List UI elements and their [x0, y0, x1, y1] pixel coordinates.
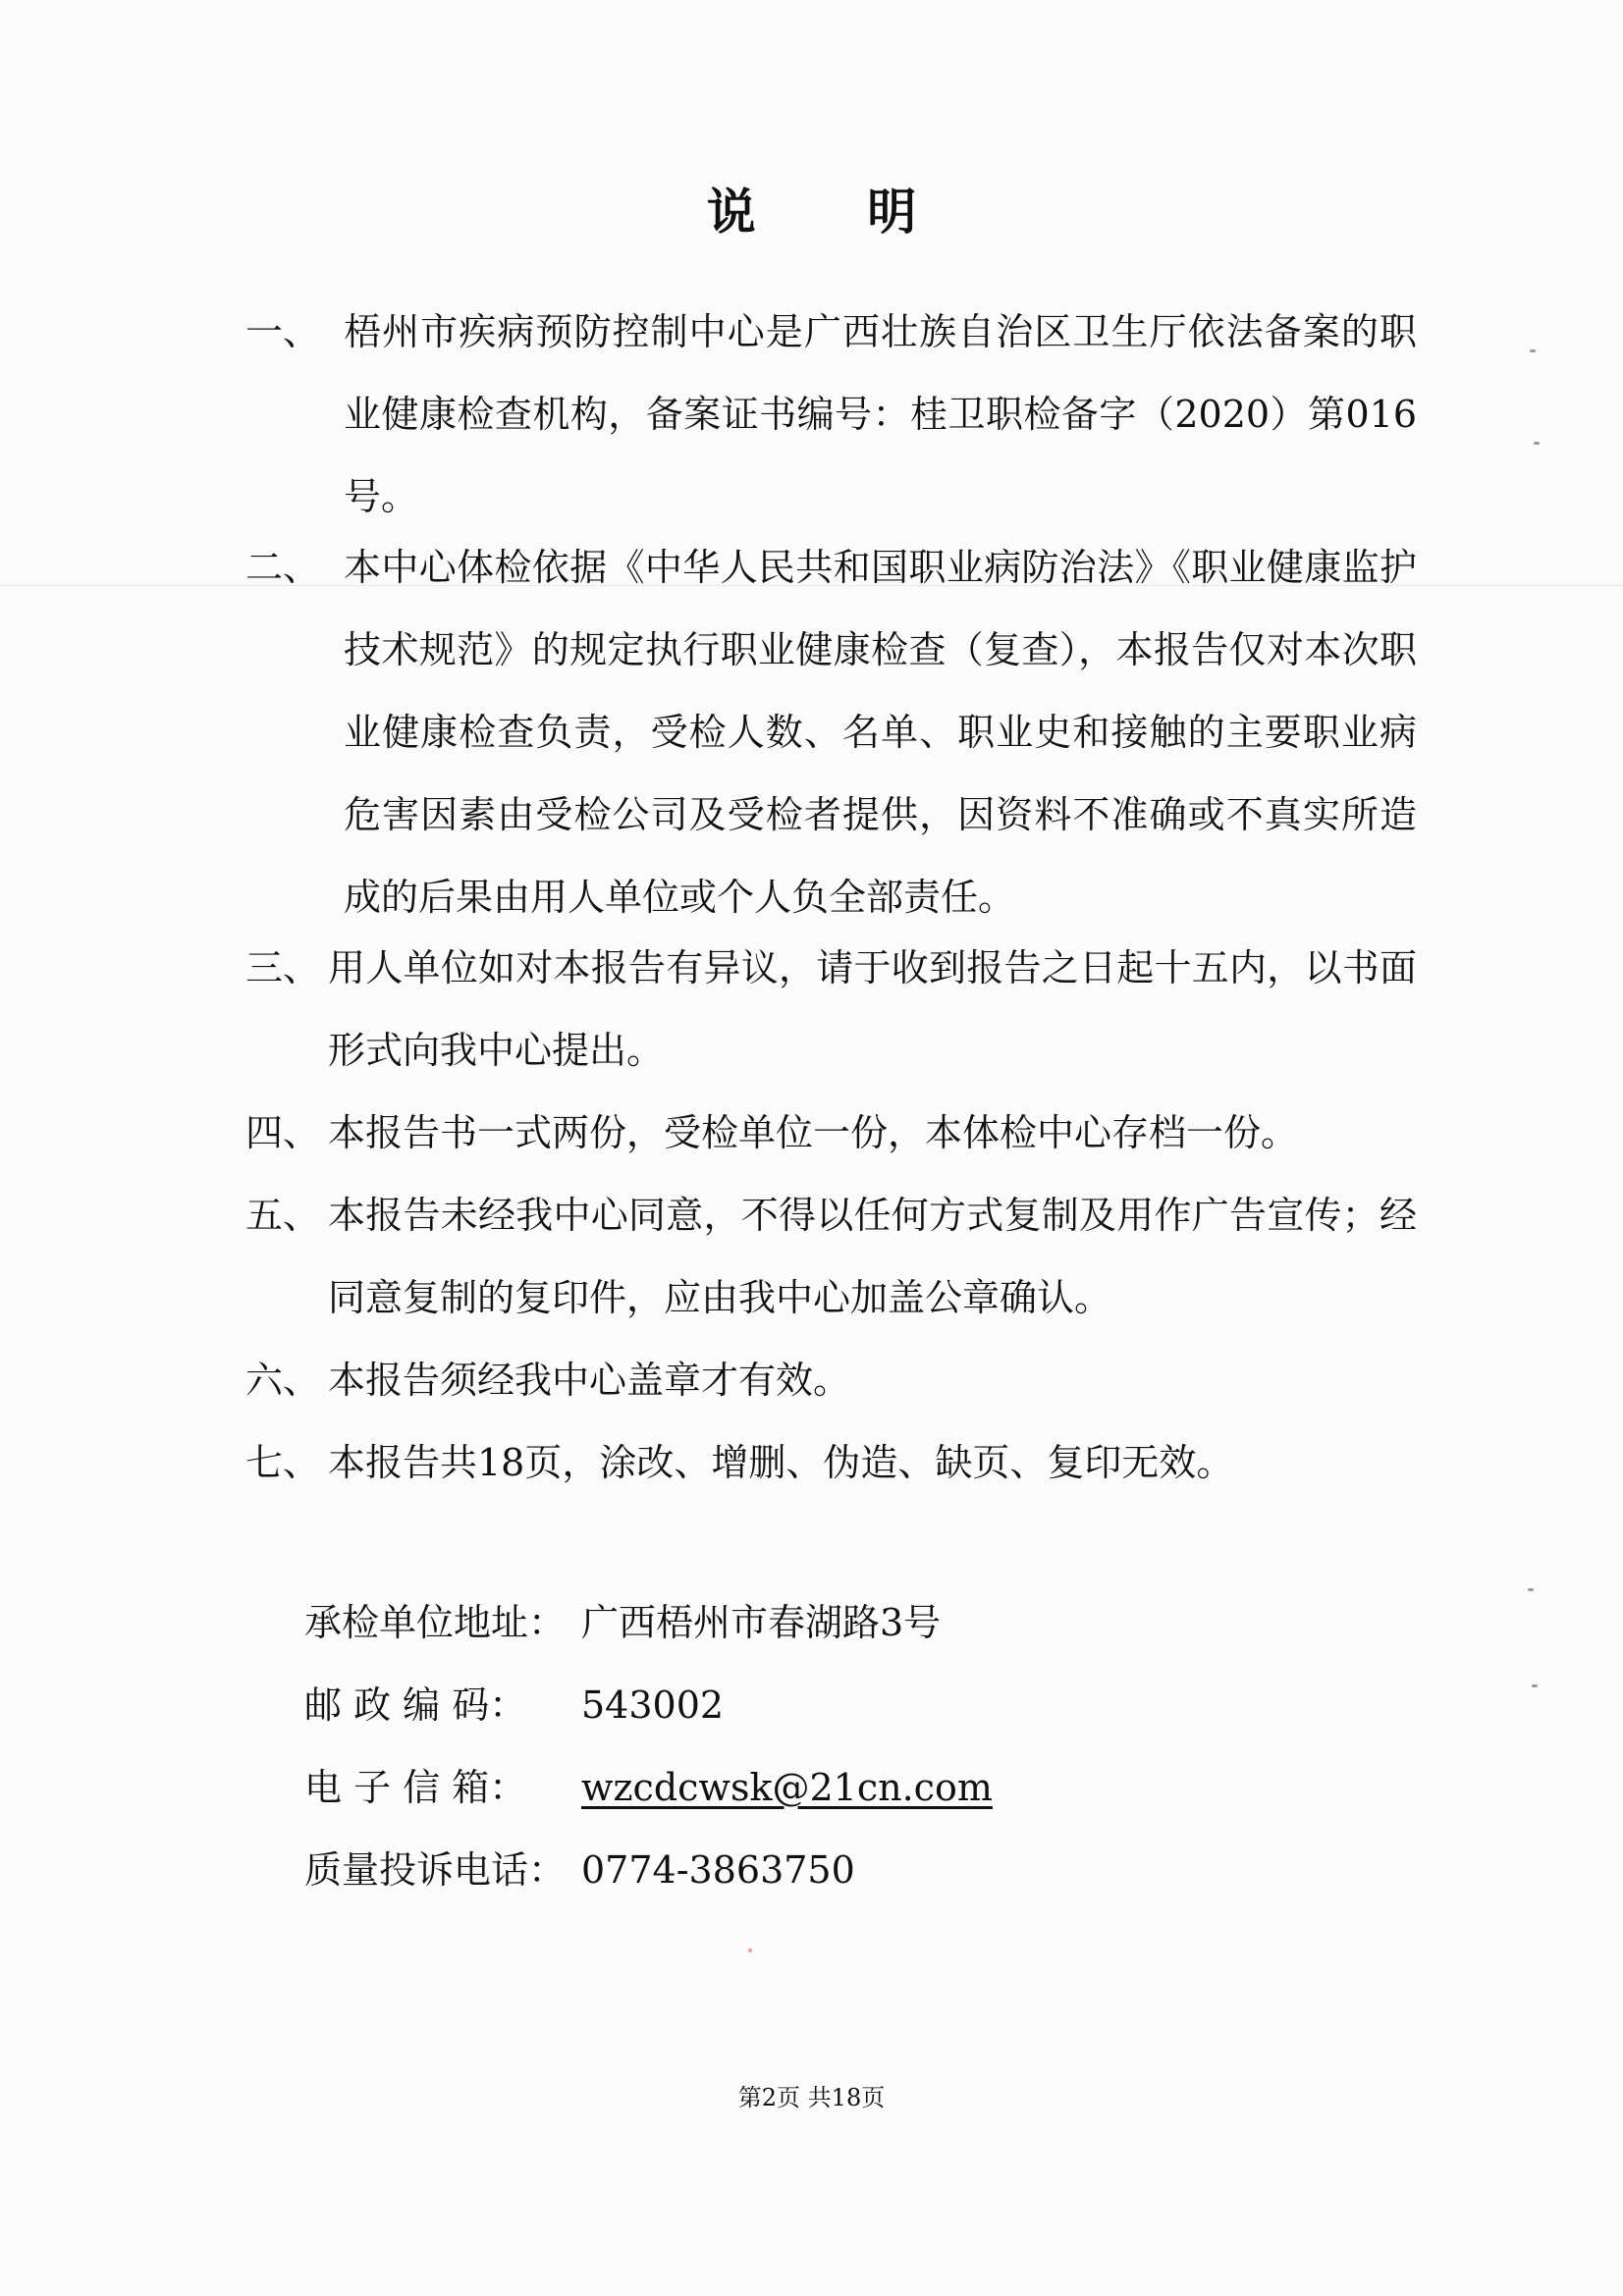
page-title: 说 明	[706, 183, 964, 240]
postcode-row	[304, 1681, 1286, 1730]
phone-row	[304, 1845, 1286, 1895]
email-row	[304, 1763, 1286, 1812]
page-footer: 第2页 共18页	[737, 2084, 886, 2111]
scan-speck	[748, 1949, 752, 1952]
scan-speck	[1534, 442, 1540, 445]
clause-text: 本报告须经我中心盖章才有效。	[328, 1359, 851, 1402]
clause-text: 用人单位如对本报告有异议，请于收到报告之日起十五内，以书面形式向我中心提出。	[328, 946, 1417, 1072]
clause-number: 三、	[245, 946, 321, 989]
phone-value: 0774-3863750	[581, 1848, 855, 1892]
clause-7	[245, 1421, 1424, 1504]
scan-speck	[1530, 349, 1536, 352]
clause-4	[245, 1092, 1424, 1174]
clause-text: 本报告书一式两份，受检单位一份，本体检中心存档一份。	[328, 1111, 1299, 1154]
clause-number: 五、	[245, 1194, 321, 1237]
clause-number: 一、	[245, 310, 321, 353]
clause-text: 本报告共18页，涂改、增删、伪造、缺页、复印无效。	[328, 1441, 1234, 1484]
scan-speck	[1532, 1684, 1538, 1687]
clause-number: 七、	[245, 1441, 321, 1484]
email-link[interactable]: wzcdcwsk@21cn.com	[581, 1766, 993, 1809]
clause-6	[245, 1339, 1424, 1421]
postcode-label: 邮 政 编 码：	[304, 1683, 527, 1727]
clause-number: 二、	[245, 546, 321, 589]
address-row	[304, 1598, 1286, 1647]
clause-text: 本报告未经我中心同意，不得以任何方式复制及用作广告宣传；经同意复制的复印件，应由我中心加盖公章确认。	[328, 1194, 1417, 1319]
email-label: 电 子 信 箱：	[304, 1766, 527, 1809]
clause-2	[245, 526, 1424, 938]
clause-3	[245, 927, 1424, 1092]
scan-speck	[1528, 1588, 1534, 1591]
clause-number: 六、	[245, 1359, 321, 1402]
address-label: 承检单位地址：	[304, 1601, 567, 1644]
clause-number: 四、	[245, 1111, 321, 1154]
clause-5	[245, 1174, 1424, 1339]
phone-label: 质量投诉电话：	[304, 1848, 567, 1892]
address-value: 广西梧州市春湖路3号	[581, 1601, 942, 1644]
postcode-value: 543002	[581, 1683, 725, 1727]
clause-text: 梧州市疾病预防控制中心是广西壮族自治区卫生厅依法备案的职业健康检查机构，备案证书编号：桂卫职检备字（2020）第016号。	[344, 310, 1417, 518]
clause-text: 本中心体检依据《中华人民共和国职业病防治法》《职业健康监护技术规范》的规定执行职业健康检查（复查），本报告仅对本次职业健康检查负责，受检人数、名单、职业史和接触的主要职业病危害因素由受检公司及受检者提供，因资料不准确或不真实所造成的后果由用人单位或个人负全部责任。	[344, 546, 1417, 919]
clause-1	[245, 291, 1424, 538]
